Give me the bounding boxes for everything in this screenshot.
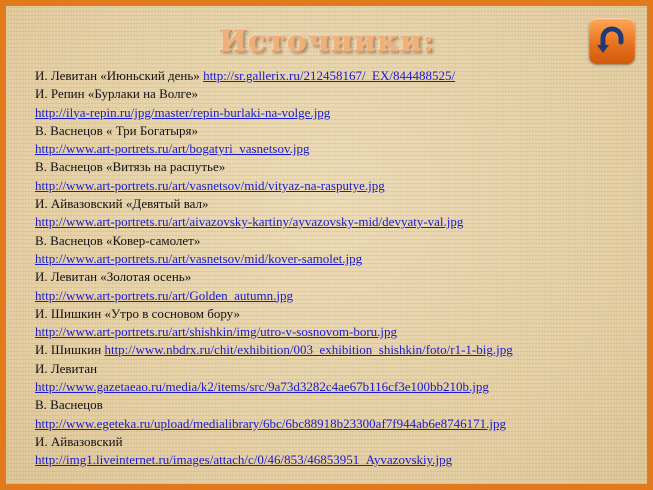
return-arrow-icon [589,18,635,64]
source-row [35,415,635,433]
source-link[interactable]: http://www.gazetaeao.ru/media/k2/items/src/9a73d3282c4ae67b116cf3e100bb210b.jpg [35,379,489,395]
source-row [35,268,635,286]
source-row [35,451,635,469]
source-label: И. Левитан «Июньский день» [35,68,204,83]
source-row [35,195,635,213]
source-row [35,341,635,359]
source-label: В. Васнецов [35,397,103,413]
source-link[interactable]: http://www.nbdrx.ru/chit/exhibition/003_exhibition_shishkin/foto/r1-1-big.jpg [104,342,513,358]
source-row [35,104,635,122]
source-label: И. Левитан [35,360,98,376]
source-row [35,323,635,341]
source-label: В. Васнецов «Витязь на распутье» [35,159,226,175]
source-link[interactable]: http://ilya-repin.ru/jpg/master/repin-burlaki-na-volge.jpg [35,104,331,120]
source-row [35,250,635,268]
sources-list [35,67,635,470]
source-row [35,177,635,195]
source-row [35,122,635,140]
source-label: И. Айвазовский [35,433,123,449]
source-link[interactable]: http://www.art-portrets.ru/art/shishkin/img/utro-v-sosnovom-boru.jpg [35,324,398,340]
source-row [35,433,635,451]
source-row [35,360,635,378]
source-label: И. Левитан «Золотая осень» [35,269,192,285]
source-link[interactable]: http://www.art-portrets.ru/art/Golden_autumn.jpg [35,287,294,303]
source-link[interactable]: http://img1.liveinternet.ru/images/attach/c/0/46/853/46853951_Ayvazovskiy.jpg [35,452,453,468]
source-row [35,213,635,231]
source-row [35,140,635,158]
source-row [35,158,635,176]
source-row [35,287,635,305]
source-label: И. Репин «Бурлаки на Волге» [35,86,198,102]
source-row [35,67,635,85]
source-row [35,396,635,414]
source-link[interactable]: http://www.egeteka.ru/upload/medialibrary/6bc/6bc88918b23300af7f944ab6e8746171.jpg [35,415,507,431]
source-row [35,305,635,323]
source-label: И. Айвазовский «Девятый вал» [35,196,209,212]
source-link[interactable]: http://sr.gallerix.ru/212458167/_EX/844488525/ [203,68,456,83]
source-label: В. Васнецов « Три Богатыря» [35,122,198,138]
source-label: И. Шишкин [35,342,105,358]
source-row [35,232,635,250]
page-title: Источники: [218,24,435,59]
source-link[interactable]: http://www.art-portrets.ru/art/vasnetsov/mid/kover-samolet.jpg [35,250,363,266]
source-row [35,378,635,396]
back-button[interactable] [589,18,635,64]
source-link[interactable]: http://www.art-portrets.ru/art/vasnetsov/mid/vityaz-na-rasputye.jpg [35,177,385,193]
source-row [35,85,635,103]
source-label: И. Шишкин «Утро в сосновом бору» [35,305,240,321]
source-link[interactable]: http://www.art-portrets.ru/art/bogatyri_vasnetsov.jpg [35,141,310,157]
source-label: В. Васнецов «Ковер-самолет» [35,232,201,248]
source-link[interactable]: http://www.art-portrets.ru/art/aivazovsky-kartiny/ayvazovsky-mid/devyaty-val.jpg [35,214,464,230]
